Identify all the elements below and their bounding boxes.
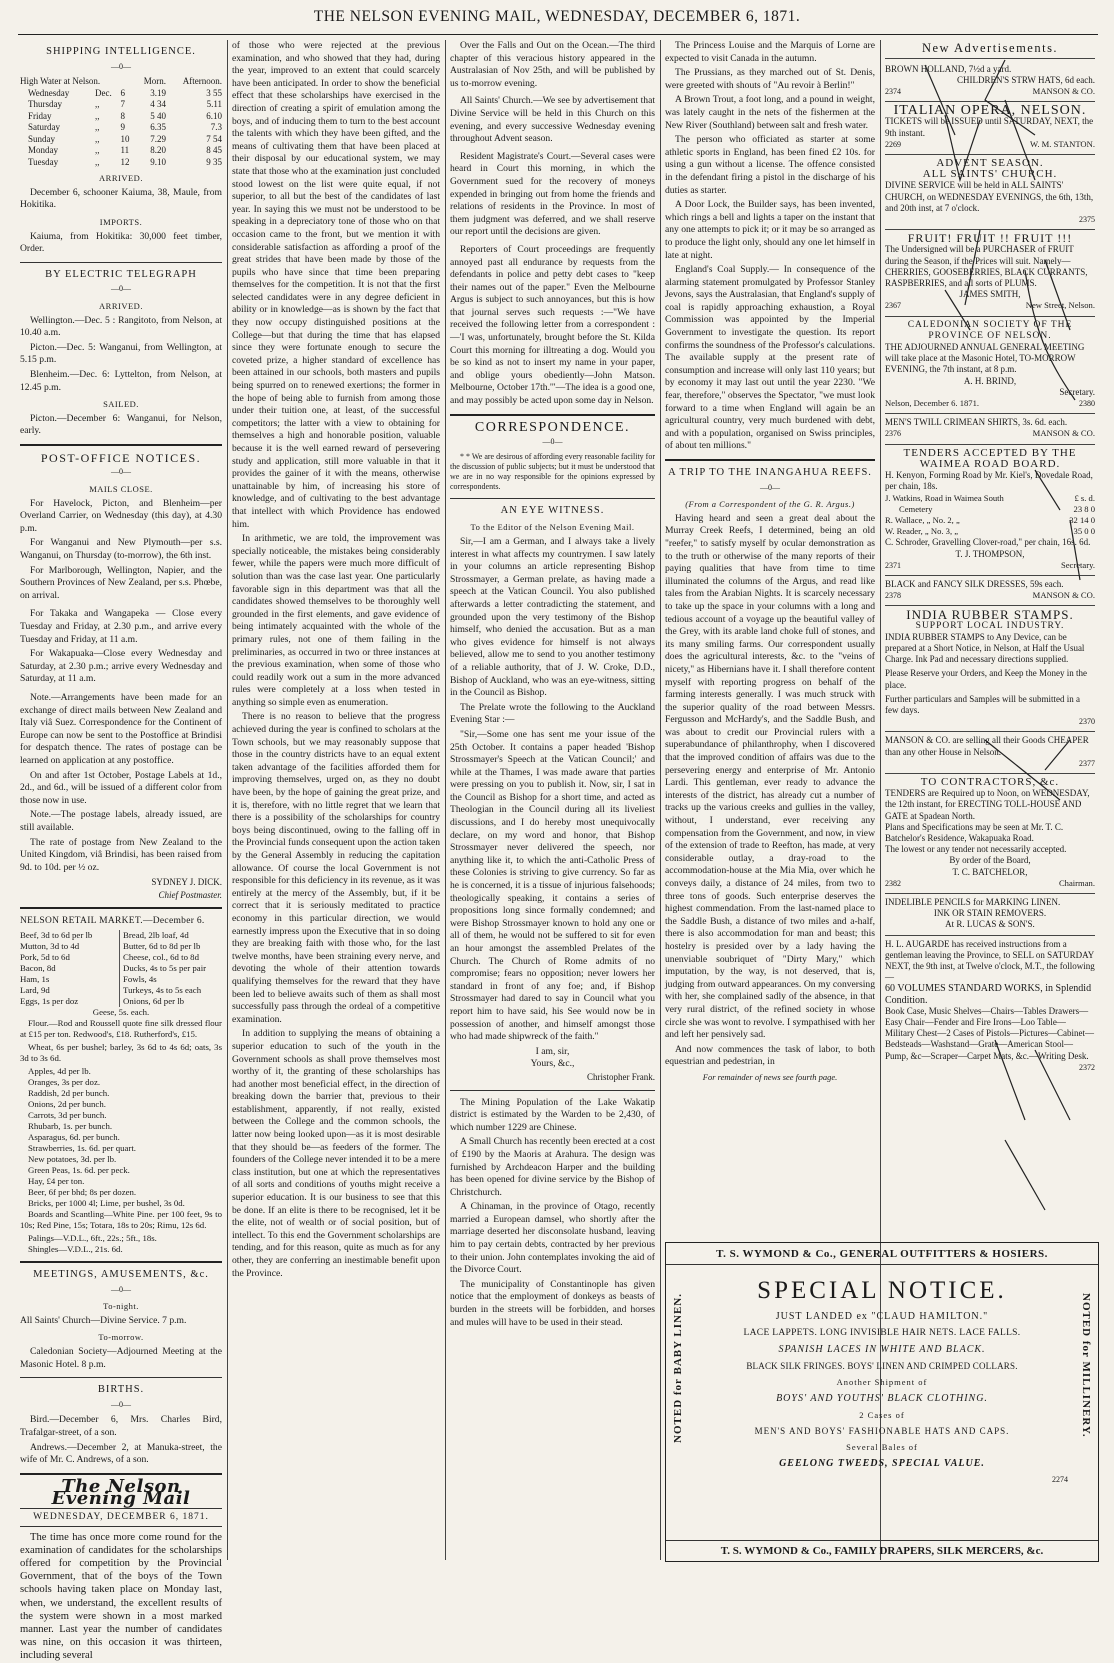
divider xyxy=(665,459,875,461)
continued-note: For remainder of news see fourth page. xyxy=(702,1071,838,1082)
news-item: The person who officiated as starter at some athletic sports in England, has been fined £2 10s. for using a gun without a license. The offence consisted in the defendant firing a pistol in the discharge of his duties as starter. xyxy=(665,134,875,196)
births-title: BIRTHS. xyxy=(97,1384,145,1396)
ad-caledonian-society: CALEDONIAN SOCIETY OF THE PROVINCE OF NELSON. THE ADJOURNED ANNUAL GENERAL MEETING will take place at the Masonic Hotel, TO-MORROW EVENING, the 7th instant, at 8 p.m. A. H. BRIND, Secretary. Nelson, December 6. 1871. 2380 xyxy=(885,317,1095,415)
ad-augarde-auction: H. L. AUGARDE has received instructions from a gentleman leaving the Province, to SELL on SATURDAY NEXT, the 9th inst, at Twelve o'clock, M.T., the following— 60 VOLUMES STANDARD WORKS, in Splendid Condition. Book Case, Music Shelves—Chairs—Tables Drawers—Easy Chair—Fender and Fire Irons—Loo Table—Military Chest—2 Cases of Pistols—Pictures—Cabinet—Bedsteads—Washstand—Grate—American Stool—Pump, &c—Scraper—Carpet Mats, &c.—Writing Desk. 2372 xyxy=(885,938,1095,1072)
special-notice-ad: T. S. WYMOND & Co., GENERAL OUTFITTERS & HOSIERS. NOTED for BABY LINEN. NOTED for MILLINERY. SPECIAL NOTICE. JUST LANDED ex "CLAUD HAMILTON." LACE LAPPETS. LONG INVISIBLE HAIR NETS. LACE FALLS. SPANISH LACES IN WHITE AND BLACK. BLACK SILK FRINGES. BOYS' LINEN AND CRIMPED COLLARS. Another Shipment of BOYS' AND YOUTHS' BLACK CLOTHING. 2 Cases of MEN'S AND BOYS' FASHIONABLE HATS AND CAPS. Several Bales of GEELONG TWEEDS, SPECIAL VALUE. 2274 T. S. WYMOND & Co., FAMILY DRAPERS, SILK MERCERS, &c. xyxy=(665,1242,1099,1562)
ad-to-contractors: TO CONTRACTORS, &c. TENDERS are Required up to Noon, on WEDNESDAY, the 12th instant, for ERECTING TOLL-HOUSE AND GATE at Spadean North. Plans and Specifications may be seen at Mr. T. C. Batchelor's Residence, Wakapuaka Road. The lowest or any tender not necessarily accepted. By order of the Board, T. C. BATCHELOR, 2382 Chairman. xyxy=(885,774,1095,894)
paper-dateline: WEDNESDAY, DECEMBER 6, 1871. xyxy=(20,1508,222,1527)
post-notice: For Marlborough, Wellington, Napier, and the Southern Provinces of New Zealand, per s.s. Phœbe, on arrival. xyxy=(20,564,222,601)
post-notice: Note.—The postage labels, already issued, are still available. xyxy=(20,809,222,833)
divider xyxy=(20,1261,222,1263)
ad-advent-season: ADVENT SEASON. ALL SAINTS' CHURCH. DIVINE SERVICE will be held in ALL SAINTS' CHURCH, on WEDNESDAY EVENINGS, the 6th, 13th, and 20th inst, at 7 o'clock. 2375 xyxy=(885,155,1095,230)
tide-row: Thursday ,, 7 4 34 5.11 xyxy=(28,99,222,110)
correspondence-note: * * We are desirous of affording every reasonable facility for the discussion of public subjects; but it must be understood that we are in no way responsible for the opinions expressed by correspondents. xyxy=(450,451,655,491)
news-item: Reporters of Court proceedings are frequently annoyed past all endurance by requests from the defendants in police and petty debt cases to "keep their names out of the paper." Even the Melbourne Argus is subject to such annoyances, but this is how that journal serves such requests :—"We have received the following letter from a correspondent :—'I was, unfortunately, brought before the St. Kilda Court this morning for illtreating a dog. Would you be so kind as not to insert my name in your paper, and oblige yours obediently—John Matson. Melbourne, October 17th.'"—The idea is a good one, and may possibly be acted upon some day in Nelson. xyxy=(450,243,655,407)
tide-row: Wednesday Dec. 6 3.19 3 55 xyxy=(28,87,222,98)
special-notice-footer: T. S. WYMOND & Co., FAMILY DRAPERS, SILK MERCERS, &c. xyxy=(666,1540,1098,1561)
post-notice: For Wakapuaka—Close every Wednesday and Saturday, at 2.30 p.m.; arrive every Wednesday and Saturday, at 11 a.m. xyxy=(20,648,222,685)
tide-table xyxy=(20,76,222,168)
tide-row: Monday ,, 11 8.20 8 45 xyxy=(28,145,222,156)
column-1: SHIPPING INTELLIGENCE. —0— High Water at Nelson. Morn. Afternoon. Wednesday Dec. 6 3.19 3 55 Thursday ,, 7 4 34 5.11 Friday ,, 8 5 40 6.10 Saturday ,, 9 6.35 7.3 Sunday ,, 10 7.29 7 54 Monday ,, 11 8.20 8 45 Tuesday ,, 12 9.10 9 35 ARRIVED. December 6, schooner Kaiuma, 38, Maule, from Hokitika. IMPORTS. Kaiuma, from Hokitika: 30,000 feet timber, Order. BY ELECTRIC TELEGRAPH —0— ARRIVED. Wellington.—Dec. 5 : Rangitoto, from Nelson, at 10.40 a.m. Picton.—Dec. 5: Wanganui, from Wellington, at 5.15 p.m. Blenheim.—Dec. 6: Lyttelton, from Nelson, at 12.45 p.m. SAILED. Picton.—December 6: Wanganui, for Nelson, early. POST-OFFICE NOTICES. —0— MAILS CLOSE. For Havelock, Picton, and Blenheim—per Overland Carrier, on Wednesday (this day), at 4.30 p.m. For Wanganui and New Plymouth—per s.s. Wanganui, on Thursday (to-morrow), the 6th inst. For Marlborough, Wellington, Napier, and the Southern Provinces of New Zealand, per s.s. Phœbe, on arrival. For Takaka and Wangapeka — Close every Tuesday and Friday, at 2.30 p.m., and arrive every Tuesday and Friday, at 11 a.m. For Wakapuaka—Close every Wednesday and Saturday, at 2.30 p.m.; arrive every Wednesday and Saturday, at 11 a.m. Note.—Arrangements have been made for an exchange of direct mails between New Zealand and Italy viâ Suez. Correspondence for the Continent of Europe can now be sent to the Postoffice at Brindisi for despatch thence. The rates of postage can be learned on application at any postoffice. On and after 1st October, Postage Labels at 1d., 2d., and 6d., will be issued of a different color from those now in use. Note.—The postage labels, already issued, are still available. The rate of postage from New Zealand to the United Kingdom, viâ Brindisi, has been raised from 9d. to 10d. per ½ oz. SYDNEY J. DICK. Chief Postmaster. NELSON RETAIL MARKET.—December 6. Beef, 3d to 6d per lb Mutton, 3d to 4d Pork, 5d to 6d Bacon, 8d Ham, 1s Lard, 9d Eggs, 1s per doz Bread, 2lb loaf, 4d Butter, 6d to 8d per lb Cheese, col., 6d to 8d Ducks, 4s to 5s per pair Fowls, 4s Turkeys, 4s to 5s each Onions, 6d per lb Geese, 5s. each. Flour.—Rod and Roussell quote fine silk dressed flour at £15 per ton. Redwood's, £18. Rutherford's, £15. Wheat, 6s per bushel; barley, 3s 6d to 4s 6d; oats, 3s 3d to 3s 6d. Apples, 4d per lb. Oranges, 3s per doz. Raddish, 2d per bunch. Onions, 2d per bunch. Carrots, 3d per bunch. Rhubarb, 1s. per bunch. Asparagus, 6d. per bunch. Strawberries, 1s. 6d. per quart. New potatoes, 3d. per lb. Green Peas, 1s. 6d. per peck. Hay, £4 per ton. Beer, 6f per bhd; 8s per dozen. Bricks, per 1000 4l; Lime, per bushel, 3s 0d. Boards and Scantling—White Pine. per 100 feet, 9s to 10s; Red Pine, 15s; Totara, 18s to 20s; Rimu, 12s 6d. Palings—V.D.L., 6ft., 22s.; 5ft., 18s. Shingles—V.D.L., 21s. 6d. MEETINGS, AMUSEMENTS, &c. —0— To-night. All Saints' Church—Divine Service. 7 p.m. To-morrow. Caledonian Society—Adjourned Meeting at the Masonic Hotel. 8 p.m. BIRTHS. —0— Bird.—December 6, Mrs. Charles Bird, Trafalgar-street, of a son. Andrews.—December 2, at Manuka-street, the wife of Mr. C. Andrews, of a son. The Nelson Evening Mail WEDNESDAY, DECEMBER 6, 1871. The time has once more come round for the examination of candidates for the scholarships offered for competition by the Provincial Government, that of the boys of the Town schools having taken place on Monday last, when, we understand, the excellent results of the system were shown in a most marked manner. Last year the number of candidates was nine, on this occasion it was thirteen, including several xyxy=(20,46,222,1662)
divider xyxy=(20,1473,222,1475)
ad-tenders-accepted: TENDERS ACCEPTED BY THE WAIMEA ROAD BOARD. H. Kenyon, Forming Road by Mr. Kiel's, Dovedale Road, per chain, 18s. J. Watkins, Road in Waimea South £ s. d. Cemetery 23 8 0 R. Wallace, „ No. 2, „ 32 14 0 W. Reader, „ No. 3, „ 35 0 0 C. Schroder, Gravelling Clover-road," per chain, 16s. 6d. T. J. THOMPSON, 2371 Secretary. xyxy=(885,445,1095,576)
ad-india-rubber-stamps: INDIA RUBBER STAMPS. SUPPORT LOCAL INDUSTRY. INDIA RUBBER STAMPS to Any Device, can be prepared at a Short Notice, in Nelson, at Half the Usual Charge. Ink Pad and necessary directions supplied. Please Reserve your Orders, and Keep the Money in the place. Further particulars and Samples will be submitted in a few days. 2370 xyxy=(885,606,1095,732)
leader-article: The time has once more come round for the examination of candidates for the scholarships offered for competition by the Provincial Government, that of the boys of the Town schools having taken place on Monday last, when, we understand, the excellent results of the system were shown in a most marked manner. Last year the number of candidates was nine, on this occasion it was thirteen, including several xyxy=(20,1531,222,1662)
advertisements-column xyxy=(885,40,1095,1235)
side-label-baby-linen: NOTED for BABY LINEN. xyxy=(672,1293,684,1443)
post-notice: For Takaka and Wangapeka — Close every Tuesday and Friday, at 2.30 p.m., and arrive every Tuesday and Friday, at 11 a.m. xyxy=(20,608,222,645)
post-notice: On and after 1st October, Postage Labels at 1d., 2d., and 6d., will be issued of a different color from those now in use. xyxy=(20,769,222,806)
shipping-title: SHIPPING INTELLIGENCE. xyxy=(46,46,196,57)
ad-fruit: FRUIT! FRUIT !! FRUIT !!! The Undersigned will be a PURCHASER of FRUIT during the Season, if the Prices will suit. Namely—CHERRIES, GOOSEBERRIES, BLACK CURRANTS, RASPBERRIES, and all sorts of PLUMS. JAMES SMITH, 2367 New Street, Nelson. xyxy=(885,230,1095,316)
telegraph-title: BY ELECTRIC TELEGRAPH xyxy=(45,268,197,280)
meetings-title: MEETINGS, AMUSEMENTS, &c. xyxy=(33,1269,209,1281)
masthead: THE NELSON EVENING MAIL, WEDNESDAY, DECEMBER 6, 1871. xyxy=(313,8,801,25)
news-item: All Saints' Church.—We see by advertisement that Divine Service will be held in this Church on this evening, and every successive Wednesday evening throughout Advent season. xyxy=(450,95,655,145)
signature: SYDNEY J. DICK. xyxy=(151,877,222,888)
ad-italian-opera: ITALIAN OPERA, NELSON. TICKETS will be ISSUED until SATURDAY, NEXT, the 9th instant. 2269 W. M. STANTON. xyxy=(885,102,1095,155)
paper-title: The Nelson Evening Mail xyxy=(51,1475,191,1510)
divider xyxy=(20,907,222,909)
column-4: The Princess Louise and the Marquis of Lorne are expected to visit Canada in the autumn. The Prussians, as they marched out of St. Denis, were greeted with shouts of "Au revoir à Berlin!" A Brown Trout, a foot long, and a pound in weight, was lately caught in the nets of the fishermen at the New River (Southland) between salt and fresh water. The person who officiated as starter at some athletic sports in England, has been fined £2 10s. for using a gun without a license. The offence consisted in the defendant firing a pistol in the discharge of his duties as starter. A Door Lock, the Builder says, has been invented, which rings a bell and lights a taper on the instant that any one attempts to pick it; or it may be so arranged as to produce the light only, should any one let himself in late at night. England's Coal Supply.— In consequence of the alarming statement promulgated by Professor Stanley Jevons, says the Australasian, that England's supply of coal is rapidly approaching exhaustion, a Royal Commission was appointed by the Imperial Government to investigate the question. Its report confirms the soundness of the Professor's calculations. The available supply at the present rate of consumption and increase will only last 110 years; but by economy it may last out until the year 2230. "We fear, therefore," observes the Spectator, "we must look forward to a time when England will again be an agricultural country, very much burdened with debt, and with a population, organised on Swiss principles, of about ten millions." A TRIP TO THE INANGAHUA REEFS. —0— (From a Correspondent of the G. R. Argus.) Having heard and seen a great deal about the Murray Creek Reefs, I determined, being an old "reefer," to satisfy myself by ocular demonstration as to the truth or otherwise of the many reports of their paying qualities that have from time to time illuminated the columns of the Argus, and read like tales from the Arabian Nights. It is scarcely necessary to take up the space in your columns with a long and tedious account of a voyage up the beautiful valley of the Grey, with its arable land choke full of stones, and its many smiling farms. Our correspondent usually does the agricultural interests, &c. to the "veins of nicety," as Hibernians have it. I shall therefore content myself with reporting progress on behalf of the farming interests generally. I was much struck with the superior quality of the road between Messrs. Fergusson and McHardy's, and the Saddle Bush, and was about to credit our Provincial rulers with a superabundance of philanthrophy, when I discovered that the improved condition of affairs was due to the persevering energy and enterprise of Mr. Antonio Lardi. This gentleman, ever ready to advance the interests of the district, has already cut a number of tracks up the various creeks and gullies in the valley, without, I understand, ever receiving any compensation from the Government, and now, in view of the extension of trade to Reefton, has made, at very considerable outlay, a dray-road to the accommodation-house at the Mia Mia, over which he conveys daily, a distance of 24 miles, from two to three tons of goods. Such enterprise deserves the highest commendation. From the last-named place to the Saddle Bush, a distance of two miles and a-half, there is also accommodation for man and beast; this hostelry is presided over by a lady having the unenviable soubriquet of "Dirty Mary," which imputation, by the way, is not deserved, that is, judging from outward appearances. On my conversing with her, she complained sadly of the absence, in that very rural district, of the refined society in whose circle she was wont to revolve. I sympathised with her and left her pensively sad. And now commences the task of labor, to both equestrian and pedestrian, in For remainder of news see fourth page. xyxy=(665,40,875,1082)
divider xyxy=(20,1377,222,1378)
news-item: A Chinaman, in the province of Otago, recently married a European damsel, who shortly after the marriage deserted her disconsolate husband, leaving him to pay certain debts, contracted by her previous to their union. John contemplates invoking the aid of the Divorce Court. xyxy=(450,1201,655,1276)
post-office-title: POST-OFFICE NOTICES. xyxy=(40,450,202,465)
correspondence-title: CORRESPONDENCE. xyxy=(474,419,631,435)
column-rule xyxy=(660,40,661,1560)
market-list: Flour.—Rod and Roussell quote fine silk dressed flour at £15 per ton. Redwood's, £18. Rutherford's, £15. Wheat, 6s per bushel; barley, 3s 6d to 4s 6d; oats, 3s 3d to 3s 6d. Apples, 4d per lb. Oranges, 3s per doz. Raddish, 2d per bunch. Onions, 2d per bunch. Carrots, 3d per bunch. Rhubarb, 1s. per bunch. Asparagus, 6d. per bunch. Strawberries, 1s. 6d. per quart. New potatoes, 3d. per lb. Green Peas, 1s. 6d. per peck. Hay, £4 per ton. Beer, 6f per bhd; 8s per dozen. Bricks, per 1000 4l; Lime, per bushel, 3s 0d. Boards and Scantling—White Pine. per 100 feet, 9s to 10s; Red Pine, 15s; Totara, 18s to 20s; Rimu, 12s 6d. Palings—V.D.L., 6ft., 22s.; 5ft., 18s. Shingles—V.D.L., 21s. 6d. xyxy=(20,1018,222,1255)
tide-row: Saturday ,, 9 6.35 7.3 xyxy=(28,122,222,133)
telegraph-item: Blenheim.—Dec. 6: Lyttelton, from Nelson, at 12.45 p.m. xyxy=(20,368,222,393)
tide-row: Tuesday ,, 12 9.10 9 35 xyxy=(28,156,222,167)
post-notice: For Havelock, Picton, and Blenheim—per Overland Carrier, on Wednesday (this day), at 4.30 p.m. xyxy=(20,497,222,534)
market-title: NELSON RETAIL MARKET.—December 6. xyxy=(20,916,205,927)
column-2: of those who were rejected at the previous examination, and who showed that they had, during the year, improved to an extent that could scarcely have been anticipated. In order to show the beneficial effect that these scholarships have exercised in the direction of creating a spirit of emulation among the boys, and of inducing them to turn to the best account the talents with which they have been gifted, and the means of cultivating them that have been placed at their disposal by our educational system, we may state that those who at the examination just concluded stood lowest on the list were quite equal, if not superior, to all but the best of the candidates of last year. In saying this we must not be understood to be speaking in a depreciatory tone of those who on that occasion came to the front, but we mention it with considerable satisfaction as affording a proof of the great strides that have been made by those of the pupils who have since that time been preparing themselves for the competition. It is not that the first selected candidates were in any degree deficient in ability or in knowledge—as is shown by the fact that they now occupy distinguished positions at the College—but that during the time that has elapsed since they were fortunate enough to secure the coveted prize, a higher standard of excellence has been attained in our schools, both masters and pupils being spurred on to renewed exertions; the former in the hope of being able to furnish from among those under their tuition one, at least, of the successful competitors; the latter with a view to obtaining for themselves a high and honorable position, valuable because it is the well earned reward of persevering study and application, still more valuable in that it provides the gainer of it with the means, otherwise unattainable by him, of increasing his store of knowledge, and of cultivating to the best advantage that intellect with which Providence has endowed him. In arithmetic, we are told, the improvement was specially noticeable, the mistakes being considerably fewer, while the papers were much more difficult of solution than was the case last year. One particularly favorable sign in this department was that all the candidates showed themselves to be thoroughly well grounded in the first elements, and gave evidence of being intimately acquainted with the whole of the primary rules, not one of them failing in the preliminaries, as occurred in two or three instances at the previous examination, when some of those who could readily work out a sum in the more advanced rules were completely at a loss when tested in anything so simple even as enumeration. There is no reason to believe that the progress achieved during the year is confined to scholars at the Town schools, but we may reasonably suppose that those in the country districts have to an equal extent taken advantage of the facilities afforded them for improving themselves, urged on, as they no doubt have been, by the hope of gaining the great prize, and it is, therefore, with no little regret that we learn that there is a possibility of the scholarships for country boys being discontinued, owing to the falling off in the Provincial funds consequent upon the action taken by the General Assembly in reducing the capitation allowance. Of course the local Government is not responsible for this deficiency in its revenue, as it was entirely at the mercy of the Assembly, but, if it be correct that it is seriously meditated to practice economy in this particular direction, we would earnestly impress upon the Executive that in so doing they are breaking faith with those who, for the last twelve months, have been straining every nerve, and devoting the whole of their attention towards qualifying themselves for the reward that they have been led to believe awaits such of them as shall most successfully pass through the ordeal of a competitive examination. In addition to supplying the means of obtaining a superior education to such of the youth in the Government schools as shall prove themselves most worthy of it, the granting of these scholarships has had another most beneficial effect, in the direction of breaking down the barrier that, previous to their establishment, apparently, if not really, existed between the College and the common schools, the latter now being looked upon—as it is most desirable that they should be—as feeders of the former. The founders of the College never intended it to be a mere class institution, but one at which the representatives of all sorts and conditions of youths might receive a superior education. It is our business to see that this be done. If an elite is there to be recognised, let it be the elite, not of wealth or of social position, but of intellect. To this end the Government scholarships are tending, and for this reason, quite as much as for any other, they are conferring an inestimable benefit upon the Province. xyxy=(232,40,440,1279)
news-item: The Mining Population of the Lake Wakatip district is estimated by the Warden to be 2,430, of which number 1229 are Chinese. xyxy=(450,1096,655,1133)
trip-title: A TRIP TO THE INANGAHUA REEFS. xyxy=(668,467,872,478)
leader-article-continued: of those who were rejected at the previous examination, and who showed that they had, during the year, improved to an extent that could scarcely have been anticipated. In order to show the beneficial effect that these scholarships have exercised in the direction of creating a spirit of emulation among the boys, and of inducing them to turn to the best account the talents with which they have been gifted, and the means of cultivating them that have been placed at their disposal by our educational system, we may state that those who at the examination just concluded stood lowest on the list were quite equal, if not superior, to all but the best of the candidates of last year. In saying this we must not be understood to be speaking in a depreciatory tone of those who on that occasion came to the front, but we mention it with considerable satisfaction as affording a proof of the great strides that have been made by those of the pupils who have since that time been preparing themselves for the competition. It is not that the first selected candidates were in any degree deficient in ability or in knowledge—as is shown by the fact that they now occupy distinguished positions at the College—but that during the time that has elapsed since they were fortunate enough to secure the coveted prize, a higher standard of excellence has been attained in our schools, both masters and pupils being spurred on to renewed exertions; the former in the hope of being able to furnish from among those under their tuition one, at least, of the successful competitors; the latter with a view to obtaining for themselves a high and honorable position, valuable because it is the well earned reward of persevering study and application, still more valuable in that it provides the gainer of it with the means, otherwise unattainable by him, of increasing his store of knowledge, and of cultivating to the best advantage that intellect with which Providence has endowed him. xyxy=(232,40,440,530)
side-label-millinery: NOTED for MILLINERY. xyxy=(1080,1293,1092,1438)
column-rule xyxy=(227,40,228,1560)
post-notice: Note.—Arrangements have been made for an exchange of direct mails between New Zealand and Italy viâ Suez. Correspondence for the Continent of Europe can now be sent to the Postoffice at Brindisi for despatch thence. The rates of postage can be learned on application at any postoffice. xyxy=(20,691,222,766)
news-item: A Small Church has recently been erected at a cost of £190 by the Maoris at Arahura. The design was furnished by Archdeacon Harper and the building has been opened for divine service by the Bishop of Christchurch. xyxy=(450,1136,655,1198)
special-notice-header: T. S. WYMOND & Co., GENERAL OUTFITTERS & HOSIERS. xyxy=(666,1243,1098,1265)
column-rule xyxy=(445,40,446,1560)
ad-silk-dresses: BLACK and FANCY SILK DRESSES, 59s each. 2378 MANSON & CO. xyxy=(885,576,1095,606)
news-item: A Door Lock, the Builder says, has been invented, which rings a bell and lights a taper on the instant that any one attempts to pick it; or it may be so arranged as to produce the light only, should any one let himself in late at night. xyxy=(665,199,875,261)
news-item: A Brown Trout, a foot long, and a pound in weight, was lately caught in the nets of the fishermen at the New River (Southland) between salt and fresh water. xyxy=(665,94,875,131)
news-item: The Princess Louise and the Marquis of Lorne are expected to visit Canada in the autumn. xyxy=(665,40,875,64)
ad-brown-holland: BROWN HOLLAND, 7½d a yard. CHILDREN'S STRW HATS, 6d each. 2374 MANSON & CO. xyxy=(885,61,1095,103)
divider xyxy=(450,414,655,416)
telegraph-item: Wellington.—Dec. 5 : Rangitoto, from Nelson, at 10.40 a.m. xyxy=(20,314,222,339)
ads-heading: New Advertisements. xyxy=(885,42,1095,59)
special-notice-title: SPECIAL NOTICE. xyxy=(757,1277,1007,1304)
letter-title: AN EYE WITNESS. xyxy=(500,504,605,516)
birth-notice: Andrews.—December 2, at Manuka-street, the wife of Mr. C. Andrews, of a son. xyxy=(20,1441,222,1466)
ad-indelible-pencils: INDELIBLE PENCILS for MARKING LINEN. INK OR STAIN REMOVERS. At R. LUCAS & SON'S. xyxy=(885,894,1095,936)
telegraph-item: Picton.—December 6: Wanganui, for Nelson, early. xyxy=(20,412,222,437)
letter-body: Sir,—I am a German, and I always take a lively interest in what affects my countrymen. I saw lately in your columns an article representing Bishop Strossmayer, a German prelate, as having made a speech at the Vatican Council. You also published afterwards a letter contradicting the statement, and grounded upon the very testimony of the Bishop himself, who denied the accusation. But as a man who gives evidence for himself is not always believed, allow me to send to you another testimony of a reliable authority, that of J. W. Croke, D.D., Bishop of Auckland, who was an eye-witness, sitting in the Council as Bishop. xyxy=(450,536,655,699)
arrived-heading: ARRIVED. xyxy=(99,173,143,184)
letter-signature: Christopher Frank. xyxy=(587,1071,655,1082)
news-item: Resident Magistrate's Court.—Several cases were heard in Court this morning, in which the Government sued for the recovery of moneys expended in bringing out from home the friends and relations of residents in the Province. In most of them judgment was deferred, and we shall reserve our report until the decisions are given. xyxy=(450,150,655,238)
arrived-text: December 6, schooner Kaiuma, 38, Maule, from Hokitika. xyxy=(20,186,222,211)
divider xyxy=(20,444,222,446)
tide-row: Friday ,, 8 5 40 6.10 xyxy=(28,110,222,121)
imports-text: Kaiuma, from Hokitika: 30,000 feet timber, Order. xyxy=(20,230,222,255)
imports-heading: IMPORTS. xyxy=(99,216,143,227)
tide-header: High Water at Nelson. Morn. Afternoon. xyxy=(20,76,222,87)
masthead-rule xyxy=(18,34,1098,35)
divider xyxy=(20,262,222,263)
news-item: The Prussians, as they marched out of St. Denis, were greeted with shouts of "Au revoir à Berlin!" xyxy=(665,67,875,91)
birth-notice: Bird.—December 6, Mrs. Charles Bird, Trafalgar-street, of a son. xyxy=(20,1414,222,1438)
ad-manson-cheaper: MANSON & CO. are selling all their Goods CHEAPER than any other House in Nelson. 2377 xyxy=(885,732,1095,774)
post-notice: The rate of postage from New Zealand to the United Kingdom, viâ Brindisi, has been raised from 9d. to 10d. per ½ oz. xyxy=(20,836,222,873)
telegraph-item: Picton.—Dec. 5: Wanganui, from Wellington, at 5.15 p.m. xyxy=(20,341,222,366)
ad-crimean-shirts: MEN'S TWILL CRIMEAN SHIRTS, 3s. 6d. each. 2376 MANSON & CO. xyxy=(885,414,1095,444)
trip-article: Having heard and seen a great deal about the Murray Creek Reefs, I determined, being an old "reefer," to satisfy myself by ocular demonstration as to the truth or otherwise of the many reports of their paying qualities that have from time to time illuminated the columns of the Argus, and read like tales from the Arabian Nights. It is scarcely necessary to take up the space in your columns with a long and tedious account of a voyage up the beautiful valley of the Grey, with its arable land choke full of stones, and its many smiling farms. Our correspondent usually does the agricultural interests, &c. to the "veins of nicety," as Hibernians have it. I shall therefore content myself with reporting progress on behalf of the farming interests generally. I was much struck with the superior quality of the road between Messrs. Fergusson and McHardy's, and the Saddle Bush, and was about to credit our Provincial rulers with a superabundance of philanthrophy, when I discovered that the improved condition of affairs was due to the persevering energy and enterprise of Mr. Antonio Lardi. This gentleman, ever ready to advance the interests of the district, has already cut a number of tracks up the various creeks and gullies in the valley, without, I understand, ever receiving any compensation from the Government, and now, in view of the extension of trade to Reefton, has made, at very considerable outlay, a dray-road to the accommodation-house at the Mia Mia, over which he conveys daily, a distance of 24 miles, from two to three tons of goods. Such enterprise deserves the highest commendation. From the last-named place to the Saddle Bush, a distance of two miles and a-half, there is also accommodation for man and beast; this hostelry is presided over by a lady having the unenviable soubriquet of "Dirty Mary," which imputation, by the way, is not deserved, that is, judging from outward appearances. On my conversing with her, she complained sadly of the absence, in that very rural district, of the refined society in whose circle she was wont to revolve. I sympathised with her and left her pensively sad. xyxy=(665,512,875,1041)
ornament: —0— xyxy=(111,61,131,71)
column-3: Over the Falls and Out on the Ocean.—The third chapter of this veracious history appeared in the Australasian of Nov 25th, and will be published by us to-morrow evening. All Saints' Church.—We see by advertisement that Divine Service will be held in this Church on this evening, and every successive Wednesday evening throughout Advent season. Resident Magistrate's Court.—Several cases were heard in Court this morning, in which the Government sued for the recovery of moneys expended in bringing out from home the friends and relations of residents in the Province. In most of them judgment was deferred, and we shall reserve our report until the decisions are given. Reporters of Court proceedings are frequently annoyed past all endurance by requests from the defendants in police and petty debt cases to "keep their names out of the paper." Even the Melbourne Argus is subject to such annoyances, but this is how that journal serves such requests :—"We have received the following letter from a correspondent :—'I was, unfortunately, brought before the St. Kilda Court this morning for illtreating a dog. Would you be so kind as not to insert my name in your paper, and oblige yours obediently—John Matson. Melbourne, October 17th.'"—The idea is a good one, and may possibly be acted upon some day in Nelson. CORRESPONDENCE. —0— * * We are desirous of affording every reasonable facility for the discussion of public subjects; but it must be understood that we are in no way responsible for the opinions expressed by correspondents. AN EYE WITNESS. To the Editor of the Nelson Evening Mail. Sir,—I am a German, and I always take a lively interest in what affects my countrymen. I saw lately in your columns an article representing Bishop Strossmayer, a German prelate, as having made a speech at the Vatican Council. You also published afterwards a letter contradicting the statement, and grounded upon the very testimony of the Bishop himself, who denied the accusation. But as a man who gives evidence for himself is not always believed, allow me to send to you another testimony of a reliable authority, that of J. W. Croke, D.D., Bishop of Auckland, who was an eye-witness, sitting in the Council as Bishop. The Prelate wrote the following to the Auckland Evening Star :— "Sir,—Some one has sent me your issue of the 25th October. It contains a paper headed 'Bishop Strossmayer's Speech at the Vatican Council;' and while at the Thames, I was made aware that parties were pressing on you to publish it. Now, sir, I sat in the Council as Bishop for a short time, and acted as Theologian in the Council during all its liveliest discussions, and I do hereby most unequivocally declare, on my word and honor, that Bishop Strossmayer never delivered the speech, nor anything like it, to which the anti-Catholic Press of these Colonies is striving to give currency. So far as he is concerned, it is a tissue of injurious falsehoods; theologically speaking, it contains a series of propositions long since formally condemned; and were Bishop Strossmayer known to hold any one or all of them, he would not be suffered to sit for even an hour amongst the assembled Prelates of the Church. The Church of Rome admits of no compromise; fears no opposition; never lowers her standard in front of any foe; and, if Bishop Strossmayer had dared to say in Council what you report him to have said, his See would now be in possession of another, and himself amongst those who had made shipwreck of the faith." I am, sir, Yours, &c., Christopher Frank. The Mining Population of the Lake Wakatip district is estimated by the Warden to be 2,430, of which number 1229 are Chinese. A Small Church has recently been erected at a cost of £190 by the Maoris at Arahura. The design was furnished by Archdeacon Harper and the building has been opened for divine service by the Bishop of Christchurch. A Chinaman, in the province of Otago, recently married a European damsel, who shortly after the marriage deserted her disconsolate husband, leaving him to pay certain debts, contracted by her previous to their union. John contemplates invoking the aid of the Divorce Court. The municipality of Constantinople has given notice that the employment of donkeys as beasts of burden in the streets will be forbidden, and horses and mules will have to be used in their stead. xyxy=(450,40,655,1328)
market-prices: Beef, 3d to 6d per lb Mutton, 3d to 4d Pork, 5d to 6d Bacon, 8d Ham, 1s Lard, 9d Eggs, 1s per doz Bread, 2lb loaf, 4d Butter, 6d to 8d per lb Cheese, col., 6d to 8d Ducks, 4s to 5s per pair Fowls, 4s Turkeys, 4s to 5s each Onions, 6d per lb xyxy=(20,930,222,1007)
tide-row: Sunday ,, 10 7.29 7 54 xyxy=(28,133,222,144)
news-item: Over the Falls and Out on the Ocean.—The third chapter of this veracious history appeared in the Australasian of Nov 25th, and will be published by us to-morrow evening. xyxy=(450,40,655,89)
post-notice: For Wanganui and New Plymouth—per s.s. Wanganui, on Thursday (to-morrow), the 6th inst. xyxy=(20,537,222,562)
news-item: The municipality of Constantinople has given notice that the employment of donkeys as beasts of burden in the streets will be forbidden, and horses and mules will have to be used in their stead. xyxy=(450,1278,655,1328)
news-item: England's Coal Supply.— In consequence of the alarming statement promulgated by Professor Stanley Jevons, says the Australasian, that England's supply of coal is rapidly approaching exhaustion, a Royal Commission was appointed by the Imperial Government to investigate the question. Its report confirms the soundness of the Professor's calculations. The available supply at the present rate of consumption and increase will only last 110 years; but by economy it may last out until the year 2230. "We fear, therefore," observes the Spectator, "we must look forward to a time when England will again be an agricultural country, very much burdened with debt, and with a population, organised on Swiss principles, of about ten millions." xyxy=(665,264,875,452)
